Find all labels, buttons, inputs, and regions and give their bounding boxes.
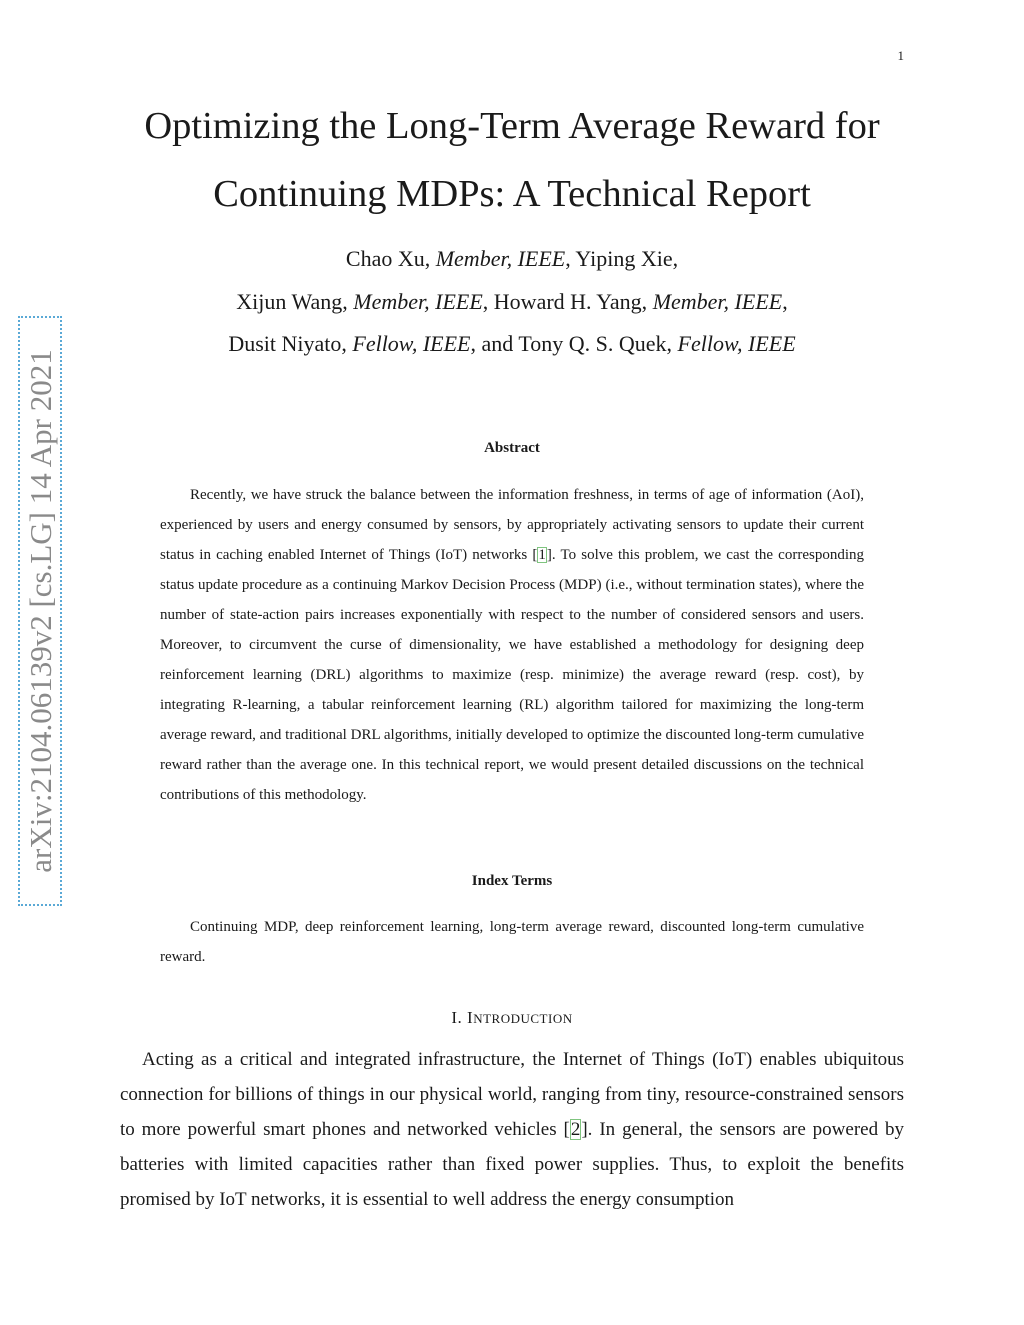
author-name: Chao Xu, [345, 246, 436, 271]
index-terms-heading: Index Terms [471, 873, 553, 889]
citation-link[interactable]: 1 [538, 547, 546, 563]
author-role: Fellow, IEEE [677, 331, 796, 356]
abstract-text [160, 480, 864, 810]
abstract-text-part: Recently, we have struck the balance between the information freshness, in terms of age of information (AoI), experienced by users and energy consumed by sensors, by appropriately activating sensors to update their current status in caching enabled Internet of Things (IoT) networks [ [160, 487, 864, 563]
section-title-initial: I [467, 1008, 474, 1027]
introduction-text [120, 1042, 904, 1217]
author-list [80, 238, 944, 366]
page-number: 1 [897, 48, 904, 63]
section-heading-introduction [0, 1008, 1024, 1028]
author-separator: , [782, 288, 788, 314]
author-role: Fellow, IEEE [352, 331, 471, 356]
section-title-rest: NTRODUCTION [473, 1011, 573, 1026]
abstract-heading: Abstract [484, 440, 540, 456]
intro-text-part: ]. In general, the sensors are powered by batteries with limited capacities rather than fixed power supplies. Thus, to exploit the benefits promised by IoT networks, it is essential to well address the energy consumption [120, 1119, 904, 1210]
paper-title: Optimizing the Long-Term Average Reward for Continuing MDPs: A Technical Report [144, 105, 880, 215]
author-line-2 [80, 281, 944, 324]
author-role: Member, IEEE [353, 288, 483, 314]
author-role: Member, IEEE [652, 288, 783, 314]
author-role: Member, IEEE [435, 246, 566, 271]
abstract-text-part: ]. To solve this problem, we cast the corresponding status update procedure as a continuing Markov Decision Process (MDP) (i.e., without termination states), where the number of state-action pairs increases exponentially with respect to the number of considered sensors and users. Moreover, to circumvent the curse of dimensionality, we have established a methodology for designing deep reinforcement learning (DRL) algorithms to maximize (resp. minimize) the average reward (resp. cost), by integrating R-learning, a tabular reinforcement learning (RL) algorithm tailored for maximizing the long-term average reward, and traditional DRL algorithms, initially developed to optimize the discounted long-term cumulative reward rather than the average one. In this technical report, we would present detailed discussions on the technical contributions of this methodology. [160, 547, 864, 803]
author-name: Dusit Niyato, [228, 331, 353, 356]
author-name: Xijun Wang, [236, 288, 354, 314]
index-terms-text: Continuing MDP, deep reinforcement learning, long-term average reward, discounted long-term cumulative reward. [160, 919, 864, 965]
author-line-1 [80, 238, 944, 281]
author-name: , and Tony Q. S. Quek, [470, 331, 678, 356]
author-name: , Howard H. Yang, [482, 288, 653, 314]
author-name: , Yiping Xie, [565, 246, 679, 271]
section-number: I. [451, 1008, 468, 1027]
citation-link[interactable]: 2 [570, 1119, 581, 1140]
intro-text-part: Acting as a critical and integrated infrastructure, the Internet of Things (IoT) enables ubiquitous connection for billions of things in our physical world, ranging from tiny, resource-constrained sensors to more powerful smart phones and networked vehicles [ [120, 1049, 904, 1140]
author-line-3 [80, 323, 944, 366]
arxiv-identifier: arXiv:2104.06139v2 [cs.LG] 14 Apr 2021 [23, 349, 58, 873]
